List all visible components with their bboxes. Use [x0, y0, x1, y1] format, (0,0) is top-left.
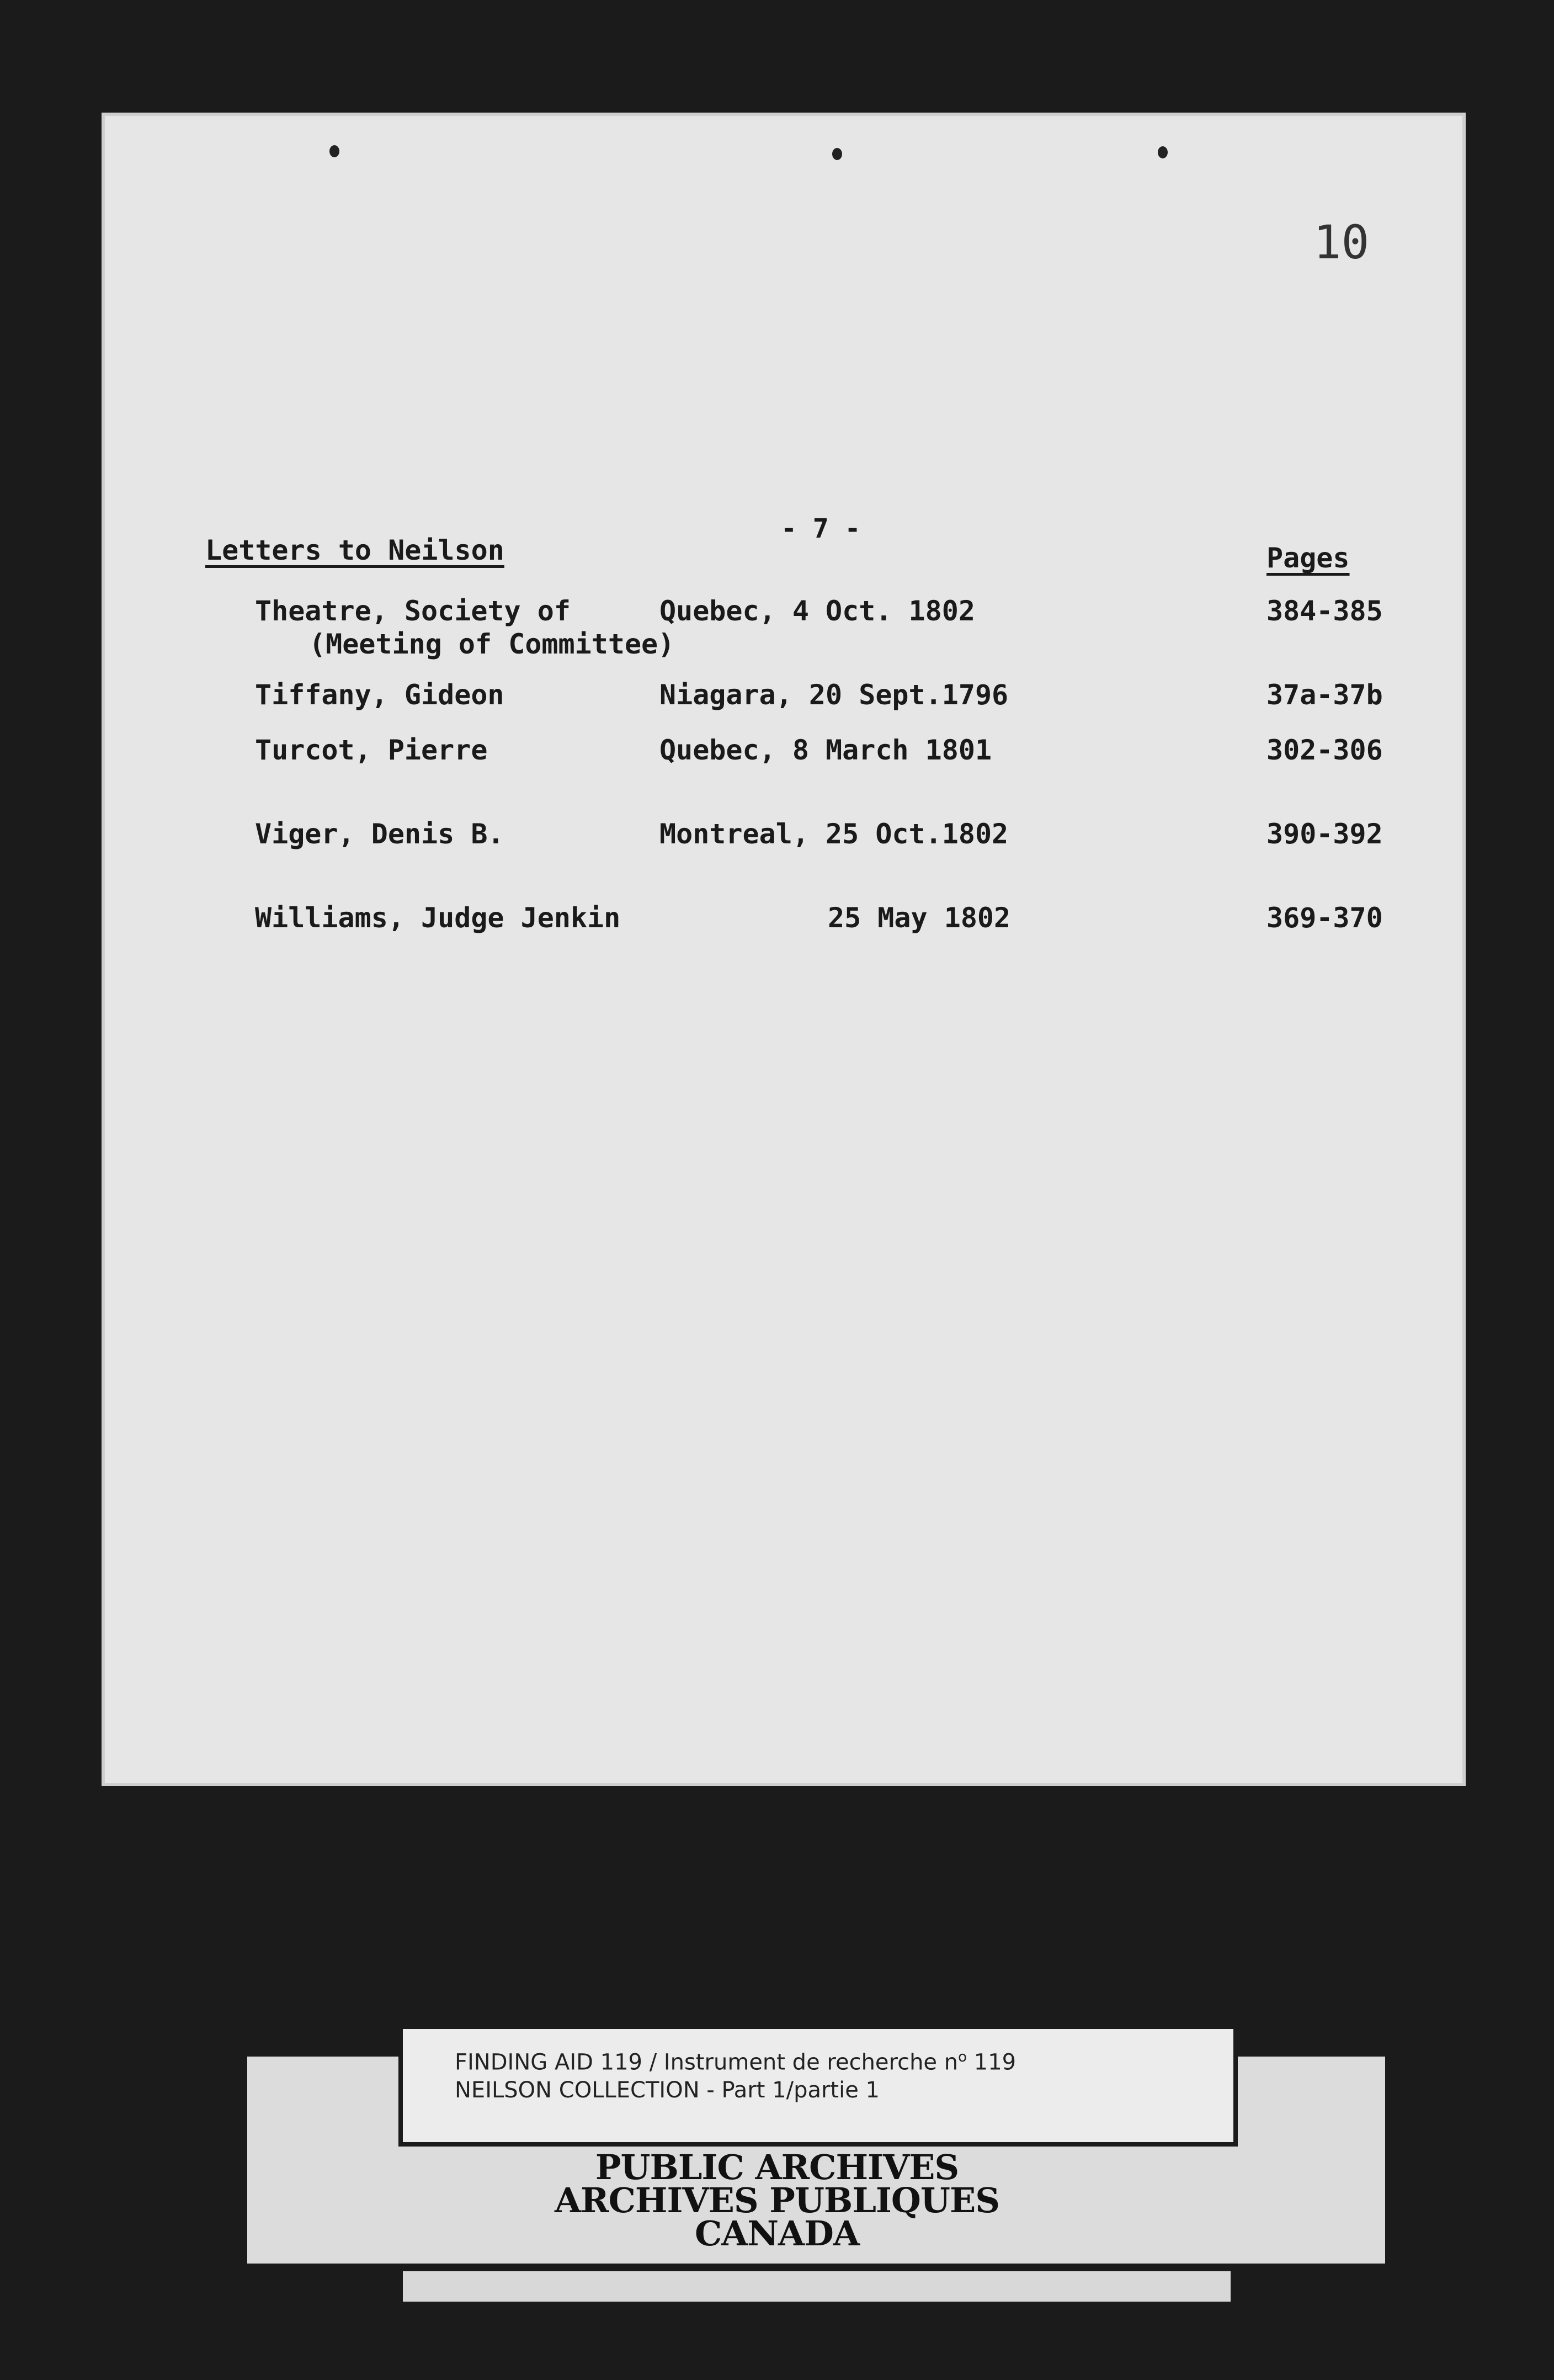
label-strip — [403, 2271, 1231, 2302]
section-title: Letters to Neilson — [205, 534, 504, 566]
page-range: 369-370 — [1266, 902, 1383, 934]
punch-hole — [832, 148, 842, 160]
correspondent-name: Turcot, Pierre — [255, 734, 488, 766]
archive-name-english: PUBLIC ARCHIVES — [595, 2147, 959, 2187]
place-date: Quebec, 8 March 1801 — [659, 734, 992, 766]
place-date: Niagara, 20 Sept.1796 — [659, 679, 1009, 711]
page-range: 302-306 — [1266, 734, 1383, 766]
finding-aid-line-2: NEILSON COLLECTION - Part 1/partie 1 — [455, 2078, 880, 2103]
finding-aid-line-1: FINDING AID 119 / Instrument de recherche $n^o$ 119 — [455, 2049, 1017, 2075]
page-range: 390-392 — [1266, 818, 1383, 850]
correspondent-name: Theatre, Society of — [255, 595, 571, 627]
punch-hole — [329, 145, 339, 157]
place-date: Quebec, 4 Oct. 1802 — [659, 595, 975, 627]
punch-hole — [1158, 146, 1168, 158]
page-range: 37a-37b — [1266, 679, 1383, 711]
page-marker: - 7 - — [781, 513, 861, 544]
archive-country: CANADA — [694, 2213, 860, 2254]
folio-number: 10 — [1313, 215, 1370, 269]
correspondent-name: Tiffany, Gideon — [255, 679, 504, 711]
page-range: 384-385 — [1266, 595, 1383, 627]
correspondent-name: Williams, Judge Jenkin — [255, 902, 621, 934]
correspondent-note: (Meeting of Committee) — [309, 628, 675, 660]
correspondent-name: Viger, Denis B. — [255, 818, 504, 850]
archive-name-french: ARCHIVES PUBLIQUES — [554, 2180, 1000, 2220]
place-date: Montreal, 25 Oct.1802 — [659, 818, 1009, 850]
place-date: 25 May 1802 — [828, 902, 1011, 934]
pages-column-header: Pages — [1266, 542, 1350, 574]
document-page — [105, 116, 1462, 1783]
